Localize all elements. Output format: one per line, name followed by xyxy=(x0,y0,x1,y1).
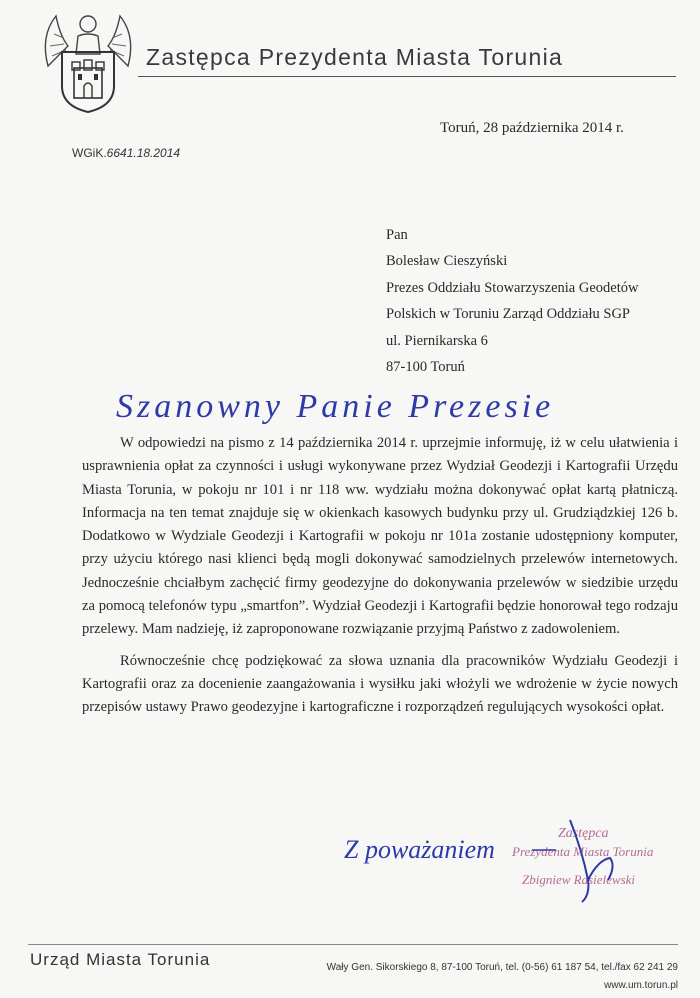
body-paragraph: W odpowiedzi na pismo z 14 października 2014 r. uprzejmie informuję, iż w celu ułatwienia i usprawnienia opłat za czynności i usługi wykonywane przez Wydział Geodezji i Kartografii Urzędu Miasta Torunia, w pokoju nr 101 i nr 118 ww. wydziału można dokonywać opłat kartą płatniczą. Informacja na ten temat znajduje się w okienkach kasowych budynku przy ul. Grudziądzkiej 126 b. Dodatkowo w Wydziale Geodezji i Kartografii w pokoju nr 101a zostanie udostępniony komputer, przy użyciu którego nasi klienci będą mogli dokonywać samodzielnych przelewów internetowych. Jednocześnie chciałbym zachęcić firmy geodezyjne do dokonywania przelewów w siedzibie urzędu za pomocą telefonów typu „smartfon”. Wydział Geodezji i Kartografii będzie honorował tego rodzaju przelewy. Mam nadzieję, iż zaproponowane rozwiązanie przyjmą Państwo z zadowoleniem. xyxy=(82,435,678,638)
recipient-line: ul. Piernikarska 6 xyxy=(386,332,488,349)
handwritten-signature-icon xyxy=(320,810,650,910)
stamp-organization: Prezydenta Miasta Torunia xyxy=(512,844,654,859)
footer-website: www.um.torun.pl xyxy=(604,980,678,991)
footer-office-name: Urząd Miasta Torunia xyxy=(30,950,211,969)
recipient-line: Bolesław Cieszyński xyxy=(386,253,508,270)
header-divider xyxy=(138,76,676,77)
recipient-line: Polskich w Toruniu Zarząd Oddziału SGP xyxy=(386,306,630,323)
reference-prefix: WGiK. xyxy=(72,146,107,160)
body-paragraph: Równocześnie chcę podziękować za słowa uznania dla pracowników Wydziału Geodezji i Kartografii oraz za docenienie zaangażowania i wysiłku jaki włożyli we wdrożenie w życie nowych przepisów ustawy Prawo geodezyjne i kartograficzne i rozporządzeń regulujących wysokości opłat. xyxy=(82,652,678,716)
reference-number xyxy=(72,146,180,160)
footer-address: Wały Gen. Sikorskiego 8, 87-100 Toruń, tel. (0-56) 61 187 54, tel./fax 62 241 29 xyxy=(326,962,678,973)
letter-body xyxy=(82,432,678,720)
recipient-address xyxy=(386,222,638,380)
recipient-line: 87-100 Toruń xyxy=(386,359,465,376)
recipient-line: Prezes Oddziału Stowarzyszenia Geodetów xyxy=(386,279,639,296)
letter-date: Toruń, 28 października 2014 r. xyxy=(440,120,624,136)
footer-divider xyxy=(28,944,678,945)
handwritten-salutation: Szanowny Panie Prezesie xyxy=(116,388,555,425)
reference-handwritten: 6641.18.2014 xyxy=(106,146,181,160)
stamp-title: Zastępca xyxy=(558,826,609,841)
recipient-line: Pan xyxy=(386,227,408,243)
torun-coat-of-arms-icon xyxy=(38,6,138,116)
office-title: Zastępca Prezydenta Miasta Torunia xyxy=(146,44,564,70)
stamp-name: Zbigniew Rasielewski xyxy=(522,872,636,887)
handwritten-closing: Z poważaniem xyxy=(344,835,495,864)
